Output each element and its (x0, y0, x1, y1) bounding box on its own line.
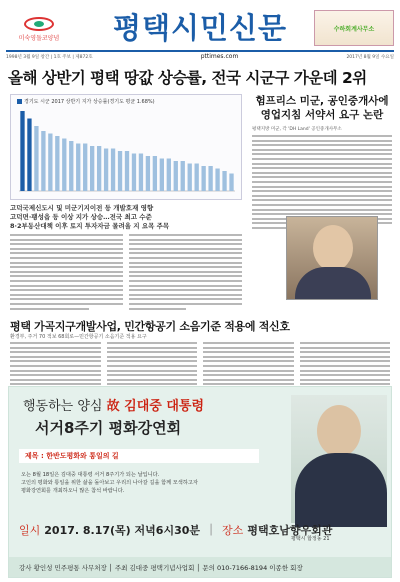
chart-bar (160, 159, 164, 192)
chart-bar (55, 136, 59, 191)
banner-line-1-name: 故 김대중 대통령 (106, 399, 205, 414)
banner-line-1 (23, 395, 204, 414)
chart-bar (188, 164, 192, 192)
chart-bar (104, 149, 108, 192)
advertiser-logo-icon (24, 17, 54, 31)
chart-bar (222, 171, 226, 191)
left-article-sub-3: 8·2부동산대책 이후 토지 투자자금 몰려올 지 요목 주목 (10, 222, 170, 230)
issue-info: 1998년 3월 9일 창간 | 1호 주보 | 제872호 (6, 54, 93, 60)
chart-bar (118, 151, 122, 191)
chart-bar (41, 131, 45, 191)
left-ad-text: 미숙영돌코양념 (18, 34, 60, 42)
banner-footer (9, 557, 392, 577)
banner-desc-3: 평화강연회를 개최하오니 많은 참석 바랍니다. (21, 488, 125, 494)
chart-bar (229, 174, 233, 192)
chart-bar (132, 154, 136, 192)
lecture-advertisement[interactable] (8, 386, 392, 578)
right-article-body (252, 135, 392, 229)
chart-bar (76, 144, 80, 192)
main-headline[interactable]: 올해 상반기 평택 땅값 상승률, 전국 시군구 가운데 2위 (8, 69, 367, 87)
newspaper-title: 평택시민신문 (112, 11, 288, 45)
chart-bar (97, 146, 101, 191)
chart-plot (15, 107, 239, 197)
chart-caption-text: 경기도 시군 2017 상반기 지가 상승률(경기도 평균 1.68%) (24, 99, 155, 105)
chart-bar (208, 166, 212, 191)
left-article[interactable] (10, 204, 242, 312)
chart-bar (111, 149, 115, 192)
right-ad-text: 수하회계사무소 (333, 25, 375, 33)
masthead (0, 0, 400, 58)
legend-square-icon (17, 99, 22, 104)
chart-bar (20, 111, 24, 191)
when-value: 2017. 8.17(목) 저녁6시30분 (44, 524, 201, 537)
chart-bar (174, 161, 178, 191)
place-label: 장소 (222, 524, 244, 537)
chart-bar (48, 134, 52, 192)
chart-bar (90, 146, 94, 191)
issue-date: 2017년 8월 9일 수요일 (346, 54, 394, 60)
chart-bar (34, 126, 38, 191)
left-article-sub-1: 고덕국제신도시 및 미군기지이전 등 개발호재 영향 (10, 204, 154, 212)
banner-footer-text: 강사 황인성 민주평통 사무처장 │ 주최 김대중 평택기념사업회 │ 문의 010-7166-8194 이종한 회장 (19, 563, 303, 572)
banner-event-title: 서거8주기 평화강연회 (35, 419, 182, 437)
chart-bar (146, 156, 150, 191)
chart-bar (139, 154, 143, 192)
right-article-byline: 평택지방 미군, 각 'DH Land' 공인중개사무소 (252, 127, 342, 132)
place-note: 평택시 합정동 21 (291, 536, 330, 542)
when-label: 일시 (19, 524, 41, 537)
article-photo (286, 216, 378, 300)
chart-caption (17, 98, 155, 105)
left-advertisement[interactable] (6, 10, 72, 48)
banner-line-1-pre: 행동하는 양심 (23, 399, 103, 414)
issue-info-bar (6, 50, 394, 60)
chart-bar (27, 119, 31, 192)
second-headline[interactable]: 평택 가곡지구개발사업, 민간항공기 소음기준 적용에 적신호 (10, 320, 290, 333)
right-article[interactable] (252, 94, 392, 231)
right-article-title[interactable]: 험프리스 미군, 공인중개사에 영업지침 서약서 요구 논란 (255, 95, 389, 121)
chart-bar (125, 151, 129, 191)
left-article-body (10, 234, 242, 312)
right-advertisement[interactable] (314, 10, 394, 46)
portrait-photo (291, 395, 387, 523)
chart-bar (69, 141, 73, 191)
banner-description (21, 471, 261, 495)
left-article-sub-2: 고덕면·팽성읍 등 이상 지가 상승…전국 최고 수준 (10, 213, 152, 221)
chart-bar (62, 139, 66, 192)
banner-desc-1: 오는 8월 18일은 김대중 대통령 서거 8주기가 되는 날입니다. (21, 472, 160, 478)
chart-bar (83, 144, 87, 192)
chart-bar (181, 161, 185, 191)
second-subheadline: 환경부, 주거 70 적보 68회로—민간항공기 소음기준 적용 요구 (10, 334, 147, 340)
banner-desc-2: 고인의 평화와 통일을 위한 삶을 돌아보고 우리의 나아갈 길을 함께 모색하고자 (21, 480, 198, 486)
chart-bar (153, 156, 157, 191)
chart-bar (167, 159, 171, 192)
chart-bar (215, 169, 219, 192)
banner-schedule: 일시 2017. 8.17(목) 저녁6시30분 │ 장소 평택호남향우회관 평택시 합정동 21 (19, 524, 333, 542)
chart-bar (195, 164, 199, 192)
land-price-chart (10, 94, 242, 200)
website-link[interactable]: pttimes.com (200, 53, 239, 60)
place-value: 평택호남향우회관 (247, 524, 333, 537)
banner-theme: 제목 : 한반도평화와 통일의 길 (19, 449, 259, 463)
chart-bar (201, 166, 205, 191)
